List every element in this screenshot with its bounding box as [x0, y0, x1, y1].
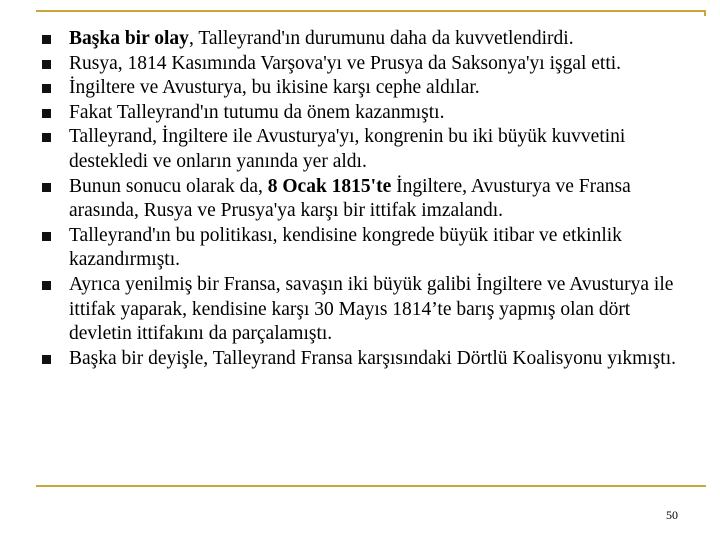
list-item — [42, 76, 682, 101]
bullet-text: Ayrıca yenilmiş bir Fransa, savaşın iki büyük galibi İngiltere ve Avusturya ile ittifak yaparak, kendisine karşı 30 Mayıs 1814’te barış yapmış olan dört devletin ittifakını da parçalamıştı. — [69, 273, 674, 345]
text-segment: Bunun sonucu olarak da, — [69, 175, 268, 197]
list-item — [42, 273, 682, 347]
bullet-text — [69, 176, 631, 222]
square-bullet-icon — [42, 109, 51, 118]
square-bullet-icon — [42, 35, 51, 44]
list-item — [42, 125, 682, 174]
text-segment: , Talleyrand'ın durumunu daha da kuvvetlendirdi. — [188, 28, 574, 49]
bullet-text: İngiltere ve Avusturya, bu ikisine karşı cephe aldılar. — [69, 77, 480, 99]
square-bullet-icon — [42, 60, 51, 69]
bullet-text: Rusya, 1814 Kasımında Varşova'yı ve Prusya da Saksonya'yı işgal etti. — [69, 52, 622, 74]
bullet-text: Başka bir deyişle, Talleyrand Fransa karşısındaki Dörtlü Koalisyonu yıkmıştı. — [69, 347, 677, 369]
list-item — [42, 175, 682, 224]
bold-phrase: Başka bir olay — [69, 28, 189, 49]
bold-phrase: 8 Ocak 1815'te — [267, 175, 392, 197]
bullet-list — [42, 27, 682, 371]
square-bullet-icon — [42, 281, 51, 290]
page-number: 50 — [666, 508, 678, 522]
bullet-text: Talleyrand'ın bu politikası, kendisine kongrede büyük itibar ve etkinlik kazandırmıştı. — [69, 224, 622, 271]
list-item — [42, 27, 682, 52]
frame-corner-tick — [704, 10, 706, 16]
square-bullet-icon — [42, 133, 51, 142]
bullet-text — [69, 28, 574, 49]
list-item — [42, 224, 682, 273]
list-item — [42, 101, 682, 126]
square-bullet-icon — [42, 84, 51, 93]
text-segment: İngiltere, Avusturya ve Fransa arasında, Rusya ve Prusya'ya karşı bir ittifak imzalandı. — [69, 175, 631, 222]
square-bullet-icon — [42, 232, 51, 241]
bullet-text: Fakat Talleyrand'ın tutumu da önem kazanmıştı. — [69, 101, 445, 123]
frame-bottom-line — [36, 485, 706, 487]
frame-top-line — [36, 10, 706, 12]
list-item — [42, 52, 682, 77]
square-bullet-icon — [42, 355, 51, 364]
bullet-text: Talleyrand, İngiltere ile Avusturya'yı, kongrenin bu iki büyük kuvvetini destekledi ve onların yanında yer aldı. — [69, 126, 626, 172]
list-item — [42, 347, 682, 372]
square-bullet-icon — [42, 183, 51, 192]
